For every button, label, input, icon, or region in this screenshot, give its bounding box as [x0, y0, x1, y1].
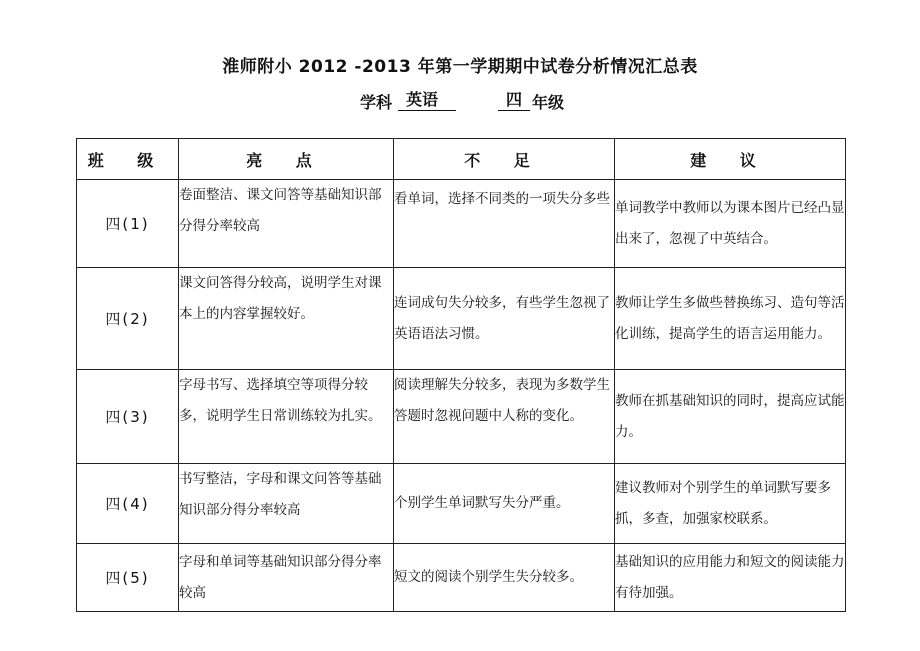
header-highlight: 亮 点	[179, 139, 394, 180]
highlight-text: 课文问答得分较高，说明学生对课本上的内容掌握较好。	[179, 275, 382, 322]
highlight-cell	[179, 370, 394, 464]
class-cell: 四(3)	[77, 370, 179, 464]
grade-value: 四	[498, 90, 530, 111]
subject-label: 学科	[360, 93, 393, 112]
table-row	[77, 544, 846, 612]
class-cell: 四(2)	[77, 268, 179, 370]
suggestion-text: 单词教学中教师以为课本图片已经凸显出来了，忽视了中英结合。	[615, 199, 845, 247]
highlight-text: 书写整洁，字母和课文问答等基础知识部分得分率较高	[179, 471, 382, 518]
highlight-cell	[179, 464, 394, 544]
shortfall-cell	[394, 544, 615, 612]
shortfall-cell	[394, 370, 615, 464]
shortfall-text: 连词成句失分较多，有些学生忽视了英语语法习惯。	[394, 294, 610, 342]
suggestion-cell	[615, 180, 846, 268]
grade-label: 年级	[532, 93, 565, 112]
highlight-text: 字母书写、选择填空等项得分较多，说明学生日常训练较为扎实。	[179, 377, 382, 424]
table-row	[77, 464, 846, 544]
shortfall-text: 看单词，选择不同类的一项失分多些	[394, 191, 610, 207]
suggestion-cell	[615, 268, 846, 370]
suggestion-text: 建议教师对个别学生的单词默写要多抓，多查，加强家校联系。	[615, 479, 831, 527]
shortfall-cell	[394, 268, 615, 370]
class-cell: 四(4)	[77, 464, 179, 544]
table-row	[77, 268, 846, 370]
table-row	[77, 370, 846, 464]
analysis-table	[76, 138, 846, 612]
table-header-row	[77, 139, 846, 180]
subtitle	[0, 90, 920, 116]
highlight-text: 卷面整洁、课文问答等基础知识部分得分率较高	[179, 187, 382, 234]
suggestion-cell	[615, 370, 846, 464]
suggestion-text: 基础知识的应用能力和短文的阅读能力有待加强。	[615, 553, 845, 601]
subject-value: 英语	[398, 90, 456, 111]
header-class: 班 级	[77, 139, 179, 180]
highlight-cell	[179, 268, 394, 370]
highlight-cell	[179, 544, 394, 612]
shortfall-cell	[394, 464, 615, 544]
table-row	[77, 180, 846, 268]
suggestion-cell	[615, 464, 846, 544]
shortfall-cell	[394, 180, 615, 268]
class-cell: 四(5)	[77, 544, 179, 612]
shortfall-text: 短文的阅读个别学生失分较多。	[394, 569, 583, 585]
shortfall-text: 个别学生单词默写失分严重。	[394, 495, 570, 511]
suggestion-text: 教师让学生多做些替换练习、造句等活化训练，提高学生的语言运用能力。	[615, 294, 845, 342]
shortfall-text: 阅读理解失分较多，表现为多数学生答题时忽视问题中人称的变化。	[394, 377, 610, 424]
class-cell: 四(1)	[77, 180, 179, 268]
highlight-cell	[179, 180, 394, 268]
highlight-text: 字母和单词等基础知识部分得分率较高	[179, 553, 382, 601]
suggestion-cell	[615, 544, 846, 612]
page-title: 淮师附小 2012 -2013 年第一学期期中试卷分析情况汇总表	[222, 57, 698, 77]
suggestion-text: 教师在抓基础知识的同时，提高应试能力。	[615, 392, 845, 440]
header-suggestion: 建 议	[615, 139, 846, 180]
header-shortfall: 不 足	[394, 139, 615, 180]
